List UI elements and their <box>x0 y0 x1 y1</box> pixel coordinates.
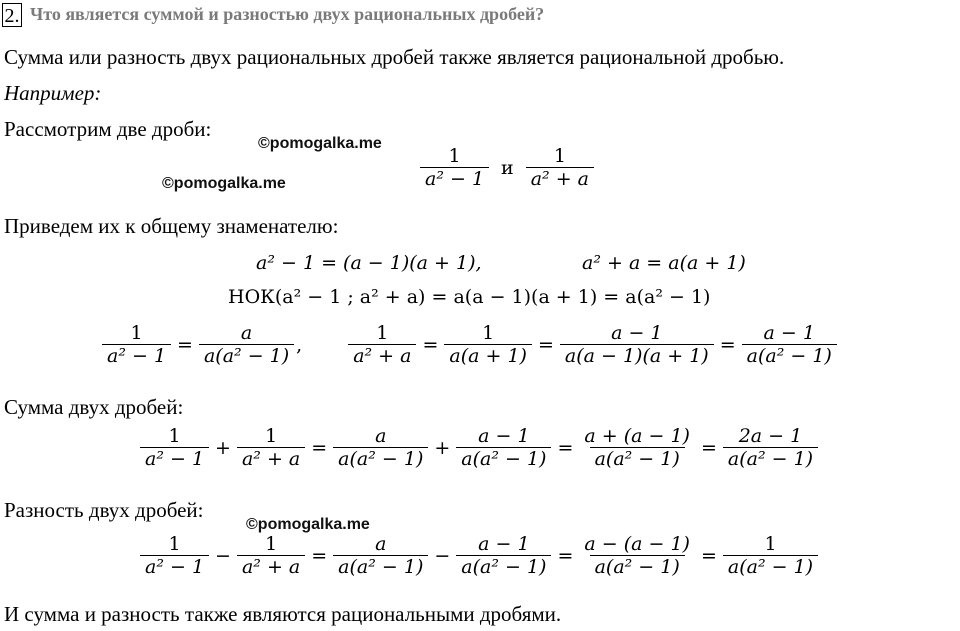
numerator: 1 <box>265 533 278 555</box>
denominator: a(a² − 1) <box>590 555 685 578</box>
numerator: 1 <box>168 533 181 555</box>
equals: = <box>311 436 328 459</box>
numerator: 1 <box>265 425 278 447</box>
factor-eq-1: a² − 1 = (a − 1)(a + 1), <box>256 252 482 274</box>
numerator: a − 1 <box>763 322 815 344</box>
bring-text: Приведем их к общему знаменателю: <box>4 214 339 238</box>
sum-equation <box>138 425 820 470</box>
equals: = <box>311 544 328 567</box>
watermark-3: ©pomogalka.me <box>246 516 370 533</box>
diff-label: Разность двух дробей: <box>4 498 204 522</box>
numerator: 1 <box>764 533 777 555</box>
denominator: a² + a <box>348 344 416 367</box>
two-fractions <box>418 145 596 190</box>
equals: = <box>177 333 193 356</box>
equals: = <box>700 436 717 459</box>
conclusion-text: И сумма и разность также являются рациональными дробями. <box>4 602 562 626</box>
fraction <box>199 322 294 367</box>
and-word: и <box>501 156 514 179</box>
fraction <box>560 322 714 367</box>
numerator: 1 <box>168 425 181 447</box>
denominator: a² − 1 <box>102 344 171 367</box>
fraction <box>140 533 209 578</box>
numerator: a − 1 <box>611 322 663 344</box>
numerator: a <box>375 425 387 447</box>
fraction-1 <box>420 145 489 190</box>
denominator: a(a − 1)(a + 1) <box>560 344 714 367</box>
fraction <box>333 533 428 578</box>
denominator: a(a² − 1) <box>199 344 294 367</box>
fraction <box>723 425 818 470</box>
plus: + <box>215 436 231 459</box>
fraction <box>237 425 305 470</box>
equals: = <box>557 544 574 567</box>
numerator: a − 1 <box>478 425 530 447</box>
watermark-1: ©pomogalka.me <box>258 135 382 152</box>
question-number: 2. <box>2 3 22 27</box>
denominator: a(a² − 1) <box>333 555 428 578</box>
denominator: a(a² − 1) <box>333 447 428 470</box>
denominator: a² − 1 <box>420 167 489 190</box>
example-label: Например: <box>4 81 102 105</box>
fraction <box>723 533 818 578</box>
equals: = <box>537 333 554 356</box>
equals: = <box>719 333 736 356</box>
fraction <box>444 322 532 367</box>
numerator: a − 1 <box>478 533 530 555</box>
denominator: a² − 1 <box>140 447 209 470</box>
denominator: a² + a <box>237 555 305 578</box>
plus: + <box>434 436 451 459</box>
fraction <box>140 425 209 470</box>
equals: = <box>557 436 574 459</box>
denominator: a(a² − 1) <box>723 555 818 578</box>
diff-equation <box>138 533 820 578</box>
numerator: 1 <box>130 322 143 344</box>
numerator: a − (a − 1) <box>584 533 690 555</box>
fraction <box>742 322 837 367</box>
answer-text: Сумма или разность двух рациональных дробей также является рациональной дробью. <box>4 45 785 69</box>
numerator: 1 <box>482 322 495 344</box>
numerator: 1 <box>553 145 566 167</box>
minus: − <box>434 544 451 567</box>
watermark-2: ©pomogalka.me <box>162 175 286 192</box>
fraction-2 <box>526 145 594 190</box>
denominator: a(a² − 1) <box>723 447 818 470</box>
lcm-eq: НОК(a² − 1 ; a² + a) = a(a − 1)(a + 1) = a(a² − 1) <box>228 286 711 308</box>
fraction <box>579 425 695 470</box>
numerator: 1 <box>376 322 389 344</box>
numerator: 2a − 1 <box>738 425 803 447</box>
denominator: a(a² − 1) <box>456 555 551 578</box>
numerator: a <box>240 322 253 344</box>
fraction <box>237 533 305 578</box>
numerator: 1 <box>448 145 461 167</box>
denominator: a(a² − 1) <box>742 344 837 367</box>
equals: = <box>700 544 717 567</box>
numerator: a <box>375 533 387 555</box>
minus: − <box>215 544 231 567</box>
denominator: a(a² − 1) <box>456 447 551 470</box>
denominator: a² − 1 <box>140 555 209 578</box>
fraction <box>456 425 551 470</box>
denominator: a² + a <box>526 167 594 190</box>
question-title: Что является суммой и разностью двух рациональных дробей? <box>30 4 545 24</box>
denominator: a(a² − 1) <box>590 447 685 470</box>
equals: = <box>422 333 439 356</box>
equivalent-fractions <box>100 322 839 367</box>
fraction <box>333 425 428 470</box>
fraction <box>456 533 551 578</box>
denominator: a² + a <box>237 447 305 470</box>
sum-label: Сумма двух дробей: <box>4 395 184 419</box>
fraction <box>348 322 416 367</box>
consider-text: Рассмотрим две дроби: <box>4 117 212 141</box>
comma: , <box>296 333 303 356</box>
numerator: a + (a − 1) <box>584 425 690 447</box>
fraction <box>102 322 171 367</box>
factor-eq-2: a² + a = a(a + 1) <box>582 252 746 274</box>
denominator: a(a + 1) <box>444 344 532 367</box>
fraction <box>579 533 695 578</box>
